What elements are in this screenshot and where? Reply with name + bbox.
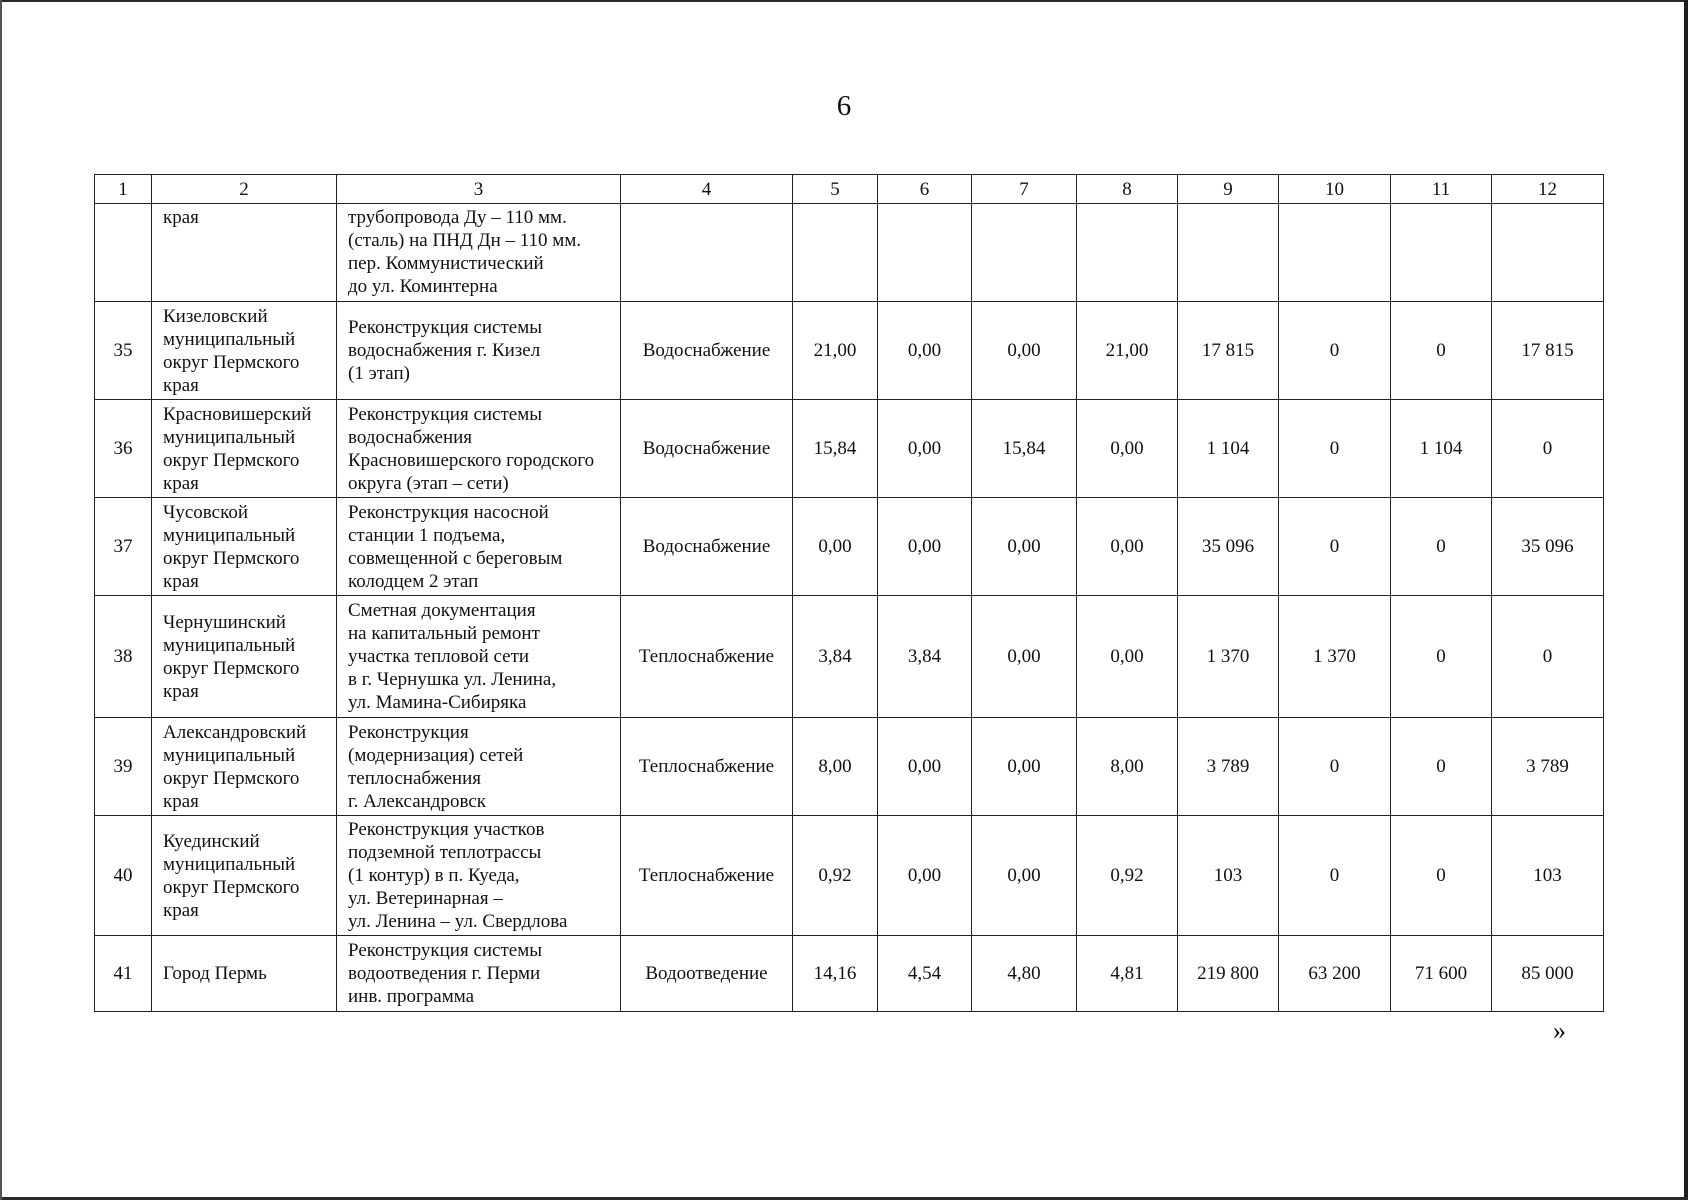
cell-type xyxy=(621,596,793,718)
cell-col11-text: 0 xyxy=(1436,340,1446,361)
cell-col9-text: 3 789 xyxy=(1206,756,1250,777)
table-row xyxy=(95,718,1604,816)
cell-col12-text: 0 xyxy=(1542,438,1553,459)
header-col-8: 8 xyxy=(1077,175,1178,204)
cell-col10-text: 63 200 xyxy=(1308,963,1361,984)
cell-municipality xyxy=(152,816,337,936)
cell-type xyxy=(621,204,793,302)
cell-col11 xyxy=(1391,302,1492,400)
cell-col12 xyxy=(1492,204,1604,302)
cell-col6-text: 0,00 xyxy=(907,865,942,886)
cell-type-text: Теплоснабжение xyxy=(638,865,775,886)
cell-project xyxy=(337,204,621,302)
cell-col9-text: 103 xyxy=(1213,865,1243,886)
cell-col8-text: 0,00 xyxy=(1110,536,1144,557)
cell-type xyxy=(621,400,793,498)
table-header xyxy=(95,175,1604,204)
scan-border-left xyxy=(0,0,2,1200)
cell-project xyxy=(337,816,621,936)
cell-col8-text: 4,81 xyxy=(1110,963,1144,984)
cell-num-text: 35 xyxy=(113,340,133,361)
cell-municipality xyxy=(152,718,337,816)
cell-project xyxy=(337,400,621,498)
cell-col7 xyxy=(972,718,1077,816)
cell-col10-text: 0 xyxy=(1329,536,1340,557)
cell-num xyxy=(95,596,152,718)
cell-col8-text: 0,92 xyxy=(1110,865,1144,886)
cell-type-text: Теплоснабжение xyxy=(638,646,775,667)
scan-border-top xyxy=(0,0,1688,2)
cell-col12 xyxy=(1492,936,1604,1012)
cell-type xyxy=(621,816,793,936)
cell-col5-text: 14,16 xyxy=(813,963,857,984)
cell-col11-text: 0 xyxy=(1436,536,1446,557)
cell-municipality xyxy=(152,596,337,718)
cell-col5 xyxy=(793,498,878,596)
header-row xyxy=(95,175,1604,204)
cell-col7-text: 0,00 xyxy=(1007,646,1041,667)
cell-col12-text: 3 789 xyxy=(1526,756,1569,777)
cell-col7 xyxy=(972,302,1077,400)
page-number: 6 xyxy=(836,90,852,122)
cell-col5-text: 0,00 xyxy=(818,536,852,557)
cell-col6 xyxy=(878,302,972,400)
cell-col9-text: 1 370 xyxy=(1206,646,1250,667)
cell-col9 xyxy=(1178,936,1279,1012)
cell-project-text: Реконструкция системы водоснабжения г. Кизел (1 этап) xyxy=(348,317,543,384)
table-row xyxy=(95,400,1604,498)
header-col-9: 9 xyxy=(1178,175,1279,204)
cell-col11 xyxy=(1391,718,1492,816)
header-col-6: 6 xyxy=(878,175,972,204)
cell-type-text: Водоотведение xyxy=(645,963,768,984)
cell-municipality-text: Город Пермь xyxy=(163,963,267,984)
cell-col12-text: 35 096 xyxy=(1521,536,1574,557)
cell-project-text: Реконструкция системы водоотведения г. Перми инв. программа xyxy=(348,940,543,1007)
cell-col8 xyxy=(1077,816,1178,936)
cell-col12-text: 103 xyxy=(1533,865,1562,886)
cell-project xyxy=(337,302,621,400)
cell-project-text: Сметная документация на капитальный ремонт участка тепловой сети в г. Чернушка ул. Ленина, ул. Мамина-Сибиряка xyxy=(348,600,557,713)
cell-project-text: Реконструкция насосной станции 1 подъема, совмещенной с береговым колодцем 2 этап xyxy=(348,501,563,592)
cell-project-text: Реконструкция участков подземной теплотрассы (1 контур) в п. Куеда, ул. Ветеринарная – ул. Ленина – ул. Свердлова xyxy=(348,819,568,932)
cell-col6-text: 0,00 xyxy=(907,340,942,361)
header-col-5: 5 xyxy=(793,175,878,204)
cell-col8 xyxy=(1077,302,1178,400)
cell-col5-text: 3,84 xyxy=(818,646,852,667)
cell-col11-text: 71 600 xyxy=(1414,963,1468,984)
cell-type xyxy=(621,936,793,1012)
header-col-2: 2 xyxy=(152,175,337,204)
cell-col12 xyxy=(1492,400,1604,498)
cell-col12 xyxy=(1492,816,1604,936)
cell-col8 xyxy=(1077,718,1178,816)
cell-col9 xyxy=(1178,302,1279,400)
cell-col5-text: 15,84 xyxy=(813,438,857,459)
cell-col10-text: 0 xyxy=(1329,340,1340,361)
cell-col10 xyxy=(1279,816,1391,936)
closing-quote-mark: » xyxy=(1553,1016,1566,1045)
table-body xyxy=(95,204,1604,1012)
cell-col11 xyxy=(1391,204,1492,302)
cell-municipality-text: Чернушинский муниципальный округ Пермского края xyxy=(163,611,300,702)
cell-project xyxy=(337,596,621,718)
cell-col11 xyxy=(1391,498,1492,596)
cell-col10 xyxy=(1279,204,1391,302)
cell-col6 xyxy=(878,816,972,936)
cell-col8-text: 8,00 xyxy=(1110,756,1144,777)
cell-project-text: Реконструкция системы водоснабжения Красновишерского городского округа (этап – сети) xyxy=(348,403,595,494)
cell-col5 xyxy=(793,718,878,816)
cell-col11-text: 1 104 xyxy=(1419,438,1463,459)
cell-col9 xyxy=(1178,400,1279,498)
cell-col6-text: 0,00 xyxy=(907,438,942,459)
cell-num xyxy=(95,816,152,936)
cell-municipality xyxy=(152,498,337,596)
cell-col6-text: 0,00 xyxy=(907,536,942,557)
cell-col5 xyxy=(793,596,878,718)
cell-municipality xyxy=(152,936,337,1012)
cell-col9-text: 219 800 xyxy=(1197,963,1259,984)
cell-col12 xyxy=(1492,302,1604,400)
cell-col12-text: 17 815 xyxy=(1521,340,1574,361)
cell-municipality-text: Куединский муниципальный округ Пермского края xyxy=(163,830,300,921)
cell-col12-text: 0 xyxy=(1542,646,1553,667)
investment-table xyxy=(94,174,1604,1012)
cell-col9-text: 1 104 xyxy=(1206,438,1250,459)
cell-type xyxy=(621,718,793,816)
cell-col7 xyxy=(972,204,1077,302)
cell-col9 xyxy=(1178,596,1279,718)
table-row xyxy=(95,302,1604,400)
table-row xyxy=(95,936,1604,1012)
cell-col8 xyxy=(1077,204,1178,302)
cell-project-text: Реконструкция (модернизация) сетей теплоснабжения г. Александровск xyxy=(348,721,524,812)
cell-type-text: Водоснабжение xyxy=(642,340,771,361)
cell-num xyxy=(95,302,152,400)
scan-border-right xyxy=(1684,0,1688,1200)
cell-col10-text: 0 xyxy=(1329,756,1340,777)
cell-col11 xyxy=(1391,400,1492,498)
cell-num-text: 41 xyxy=(113,963,133,984)
cell-num xyxy=(95,936,152,1012)
cell-col5 xyxy=(793,204,878,302)
cell-col9 xyxy=(1178,718,1279,816)
cell-col6 xyxy=(878,400,972,498)
cell-col11-text: 0 xyxy=(1436,646,1446,667)
cell-num xyxy=(95,400,152,498)
cell-col8-text: 0,00 xyxy=(1110,646,1144,667)
cell-project xyxy=(337,936,621,1012)
header-col-4: 4 xyxy=(621,175,793,204)
cell-col6-text: 0,00 xyxy=(907,756,942,777)
cell-col5-text: 21,00 xyxy=(813,340,857,361)
cell-col10 xyxy=(1279,400,1391,498)
project-text: трубопровода Ду – 110 мм. (сталь) на ПНД Дн – 110 мм. пер. Коммунистический до ул. Коминтерна xyxy=(348,207,582,297)
cell-col9-text: 35 096 xyxy=(1201,536,1255,557)
cell-num xyxy=(95,204,152,302)
cell-type-text: Теплоснабжение xyxy=(638,756,775,777)
cell-col8 xyxy=(1077,596,1178,718)
cell-municipality-text: Чусовской муниципальный округ Пермского края xyxy=(163,501,300,592)
cell-col11 xyxy=(1391,596,1492,718)
cell-municipality-text: Красновишерский муниципальный округ Пермского края xyxy=(163,403,312,494)
cell-col6-text: 4,54 xyxy=(907,963,942,984)
cell-col12 xyxy=(1492,718,1604,816)
cell-col7 xyxy=(972,816,1077,936)
cell-col9-text: 17 815 xyxy=(1201,340,1255,361)
cell-col5-text: 8,00 xyxy=(818,756,852,777)
cell-col11 xyxy=(1391,816,1492,936)
cell-col6 xyxy=(878,498,972,596)
continuation-row xyxy=(95,204,1604,302)
cell-col12 xyxy=(1492,596,1604,718)
cell-col10-text: 1 370 xyxy=(1313,646,1356,667)
cell-col8-text: 21,00 xyxy=(1105,340,1149,361)
cell-type xyxy=(621,302,793,400)
cell-type-text: Водоснабжение xyxy=(642,536,771,557)
header-col-7: 7 xyxy=(972,175,1077,204)
cell-municipality xyxy=(152,400,337,498)
cell-col6 xyxy=(878,596,972,718)
table-row xyxy=(95,596,1604,718)
header-col-1: 1 xyxy=(95,175,152,204)
cell-col7-text: 15,84 xyxy=(1002,438,1046,459)
cell-municipality-text: Кизеловский муниципальный округ Пермского края xyxy=(163,305,300,396)
cell-col7-text: 0,00 xyxy=(1007,340,1041,361)
cell-type xyxy=(621,498,793,596)
cell-col12 xyxy=(1492,498,1604,596)
cell-num-text: 36 xyxy=(113,438,133,459)
cell-municipality xyxy=(152,302,337,400)
cell-col6 xyxy=(878,718,972,816)
cell-col6 xyxy=(878,936,972,1012)
cell-col8-text: 0,00 xyxy=(1110,438,1144,459)
cell-num-text: 40 xyxy=(113,865,133,886)
cell-col7 xyxy=(972,400,1077,498)
cell-project xyxy=(337,718,621,816)
cell-col10 xyxy=(1279,718,1391,816)
cell-col7 xyxy=(972,596,1077,718)
cell-col8 xyxy=(1077,498,1178,596)
cell-municipality-text: Александровский муниципальный округ Пермского края xyxy=(163,721,307,812)
cell-col7-text: 0,00 xyxy=(1007,536,1041,557)
cell-col7-text: 0,00 xyxy=(1007,756,1041,777)
cell-col7-text: 4,80 xyxy=(1007,963,1041,984)
cell-col10 xyxy=(1279,596,1391,718)
table-row xyxy=(95,816,1604,936)
cell-col10-text: 0 xyxy=(1329,865,1340,886)
cell-municipality xyxy=(152,204,337,302)
cell-col5 xyxy=(793,302,878,400)
cell-col10 xyxy=(1279,936,1391,1012)
cell-col5 xyxy=(793,400,878,498)
cell-num xyxy=(95,498,152,596)
cell-num xyxy=(95,718,152,816)
cell-num-text: 37 xyxy=(113,536,133,557)
cell-col8 xyxy=(1077,936,1178,1012)
cell-col10 xyxy=(1279,498,1391,596)
header-col-3: 3 xyxy=(337,175,621,204)
cell-col7 xyxy=(972,498,1077,596)
cell-col6-text: 3,84 xyxy=(907,646,942,667)
cell-col7-text: 0,00 xyxy=(1007,865,1041,886)
municipality-text: края xyxy=(163,207,199,228)
cell-col8 xyxy=(1077,400,1178,498)
cell-col6 xyxy=(878,204,972,302)
cell-col10 xyxy=(1279,302,1391,400)
cell-num-text: 39 xyxy=(113,756,133,777)
cell-col9 xyxy=(1178,204,1279,302)
cell-col7 xyxy=(972,936,1077,1012)
cell-col9 xyxy=(1178,498,1279,596)
cell-num-text: 38 xyxy=(113,646,133,667)
cell-col5-text: 0,92 xyxy=(818,865,852,886)
table-row xyxy=(95,498,1604,596)
cell-col9 xyxy=(1178,816,1279,936)
cell-col11-text: 0 xyxy=(1436,865,1446,886)
cell-col11 xyxy=(1391,936,1492,1012)
cell-col5 xyxy=(793,816,878,936)
cell-col11-text: 0 xyxy=(1436,756,1446,777)
cell-col10-text: 0 xyxy=(1329,438,1340,459)
cell-col5 xyxy=(793,936,878,1012)
header-col-11: 11 xyxy=(1391,175,1492,204)
cell-project xyxy=(337,498,621,596)
header-col-12: 12 xyxy=(1492,175,1604,204)
cell-type-text: Водоснабжение xyxy=(642,438,771,459)
cell-col12-text: 85 000 xyxy=(1521,963,1574,984)
header-col-10: 10 xyxy=(1279,175,1391,204)
